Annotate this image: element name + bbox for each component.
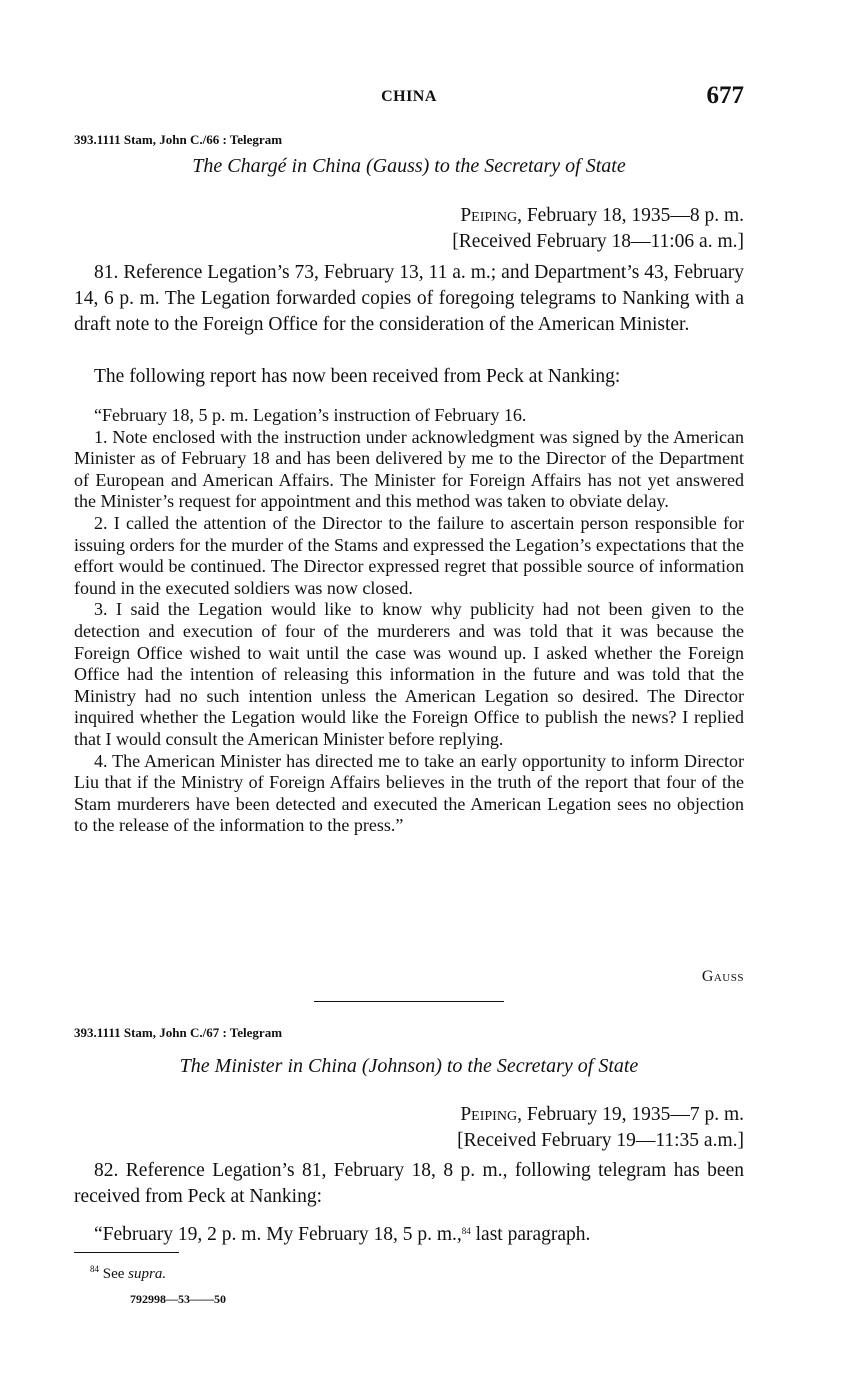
file-reference-2: 393.1111 Stam, John C./67 : Telegram: [74, 1025, 283, 1040]
quote-item-3: 3. I said the Legation would like to know why publicity had not been given to the detection and execution of four of the murderers and was told that it was because the Foreign Office wished to wait until the case was wound up. I asked whether the Foreign Office had the intention of releasing this information in the future and was told that the Ministry had no such intention unless the American Legation so desired. The Director inquired whether the Legation would like the Foreign Office to publish the news? I replied that I would consult the American Minister before replying.: [74, 599, 744, 749]
quoted-report: [74, 405, 744, 837]
quote-start-text: “February 19, 2 p. m. My February 18, 5 p. m.,: [94, 1224, 462, 1245]
section-separator: [314, 1001, 504, 1002]
dateline-2: [457, 1102, 744, 1154]
footnote-84: [90, 1264, 166, 1283]
footnote-reference: 84: [461, 1226, 471, 1236]
quote-start-tail: last paragraph.: [470, 1224, 591, 1245]
dateline-date-1: , February 18, 1935—8 p. m.: [517, 205, 744, 226]
printer-mark: 792998—53——50: [130, 1292, 226, 1306]
footnote-marker: 84: [90, 1264, 99, 1274]
paragraph-82: 82. Reference Legation’s 81, February 18, 8 p. m., following telegram has been received from Peck at Nanking:: [74, 1160, 744, 1207]
paragraph-report-intro: The following report has now been received from Peck at Nanking:: [94, 366, 621, 387]
quote-heading: “February 18, 5 p. m. Legation’s instruction of February 16.: [94, 405, 527, 425]
dateline-place-1: Peiping: [460, 205, 518, 226]
footnote-prefix: See: [99, 1266, 129, 1282]
signature-gauss: Gauss: [701, 968, 744, 985]
quote-item-4: 4. The American Minister has directed me to take an early opportunity to inform Director Liu that if the Ministry of Foreign Affairs believes in the truth of the report that four of the Stam murderers have been detected and executed the American Legation sees no objection to the release of the information to the press.”: [74, 750, 744, 836]
footnote-rule: [74, 1252, 179, 1253]
paragraph-quote-start: [74, 1218, 744, 1248]
quote-item-1: 1. Note enclosed with the instruction under acknowledgment was signed by the American Minister as of February 18 and has been delivered by me to the Director of the Department of European and American Affairs. The Minister for Foreign Affairs has not yet answered the Minister’s request for appointment and this method was taken to obviate delay.: [74, 426, 744, 512]
document-title-2: The Minister in China (Johnson) to the Secretary of State: [179, 1055, 639, 1077]
dateline-1: [452, 203, 744, 255]
running-head: [74, 82, 744, 112]
file-reference-1: 393.1111 Stam, John C./66 : Telegram: [74, 132, 283, 147]
document-title-1: The Chargé in China (Gauss) to the Secretary of State: [192, 155, 626, 177]
running-title: CHINA: [381, 88, 437, 105]
quote-item-2: 2. I called the attention of the Director to the failure to ascertain person responsible for issuing orders for the murder of the Stams and expressed the Legation’s expectations that the effort would be continued. The Director expressed regret that possible source of information found in the executed soldiers was now closed.: [74, 512, 744, 598]
dateline-place-2: Peiping: [460, 1104, 518, 1125]
received-line-2: [Received February 19—11:35 a.m.]: [457, 1130, 744, 1151]
received-line-1: [Received February 18—11:06 a. m.]: [452, 231, 744, 252]
dateline-date-2: , February 19, 1935—7 p. m.: [517, 1104, 744, 1125]
paragraph-81: 81. Reference Legation’s 73, February 13, 11 a. m.; and Department’s 43, February 14, 6 p. m. The Legation forwarded copies of foregoing telegrams to Nanking with a draft note to the Foreign Office for the consideration of the American Minister.: [74, 262, 744, 335]
page-number: 677: [706, 82, 744, 109]
footnote-italic: supra.: [128, 1266, 167, 1282]
